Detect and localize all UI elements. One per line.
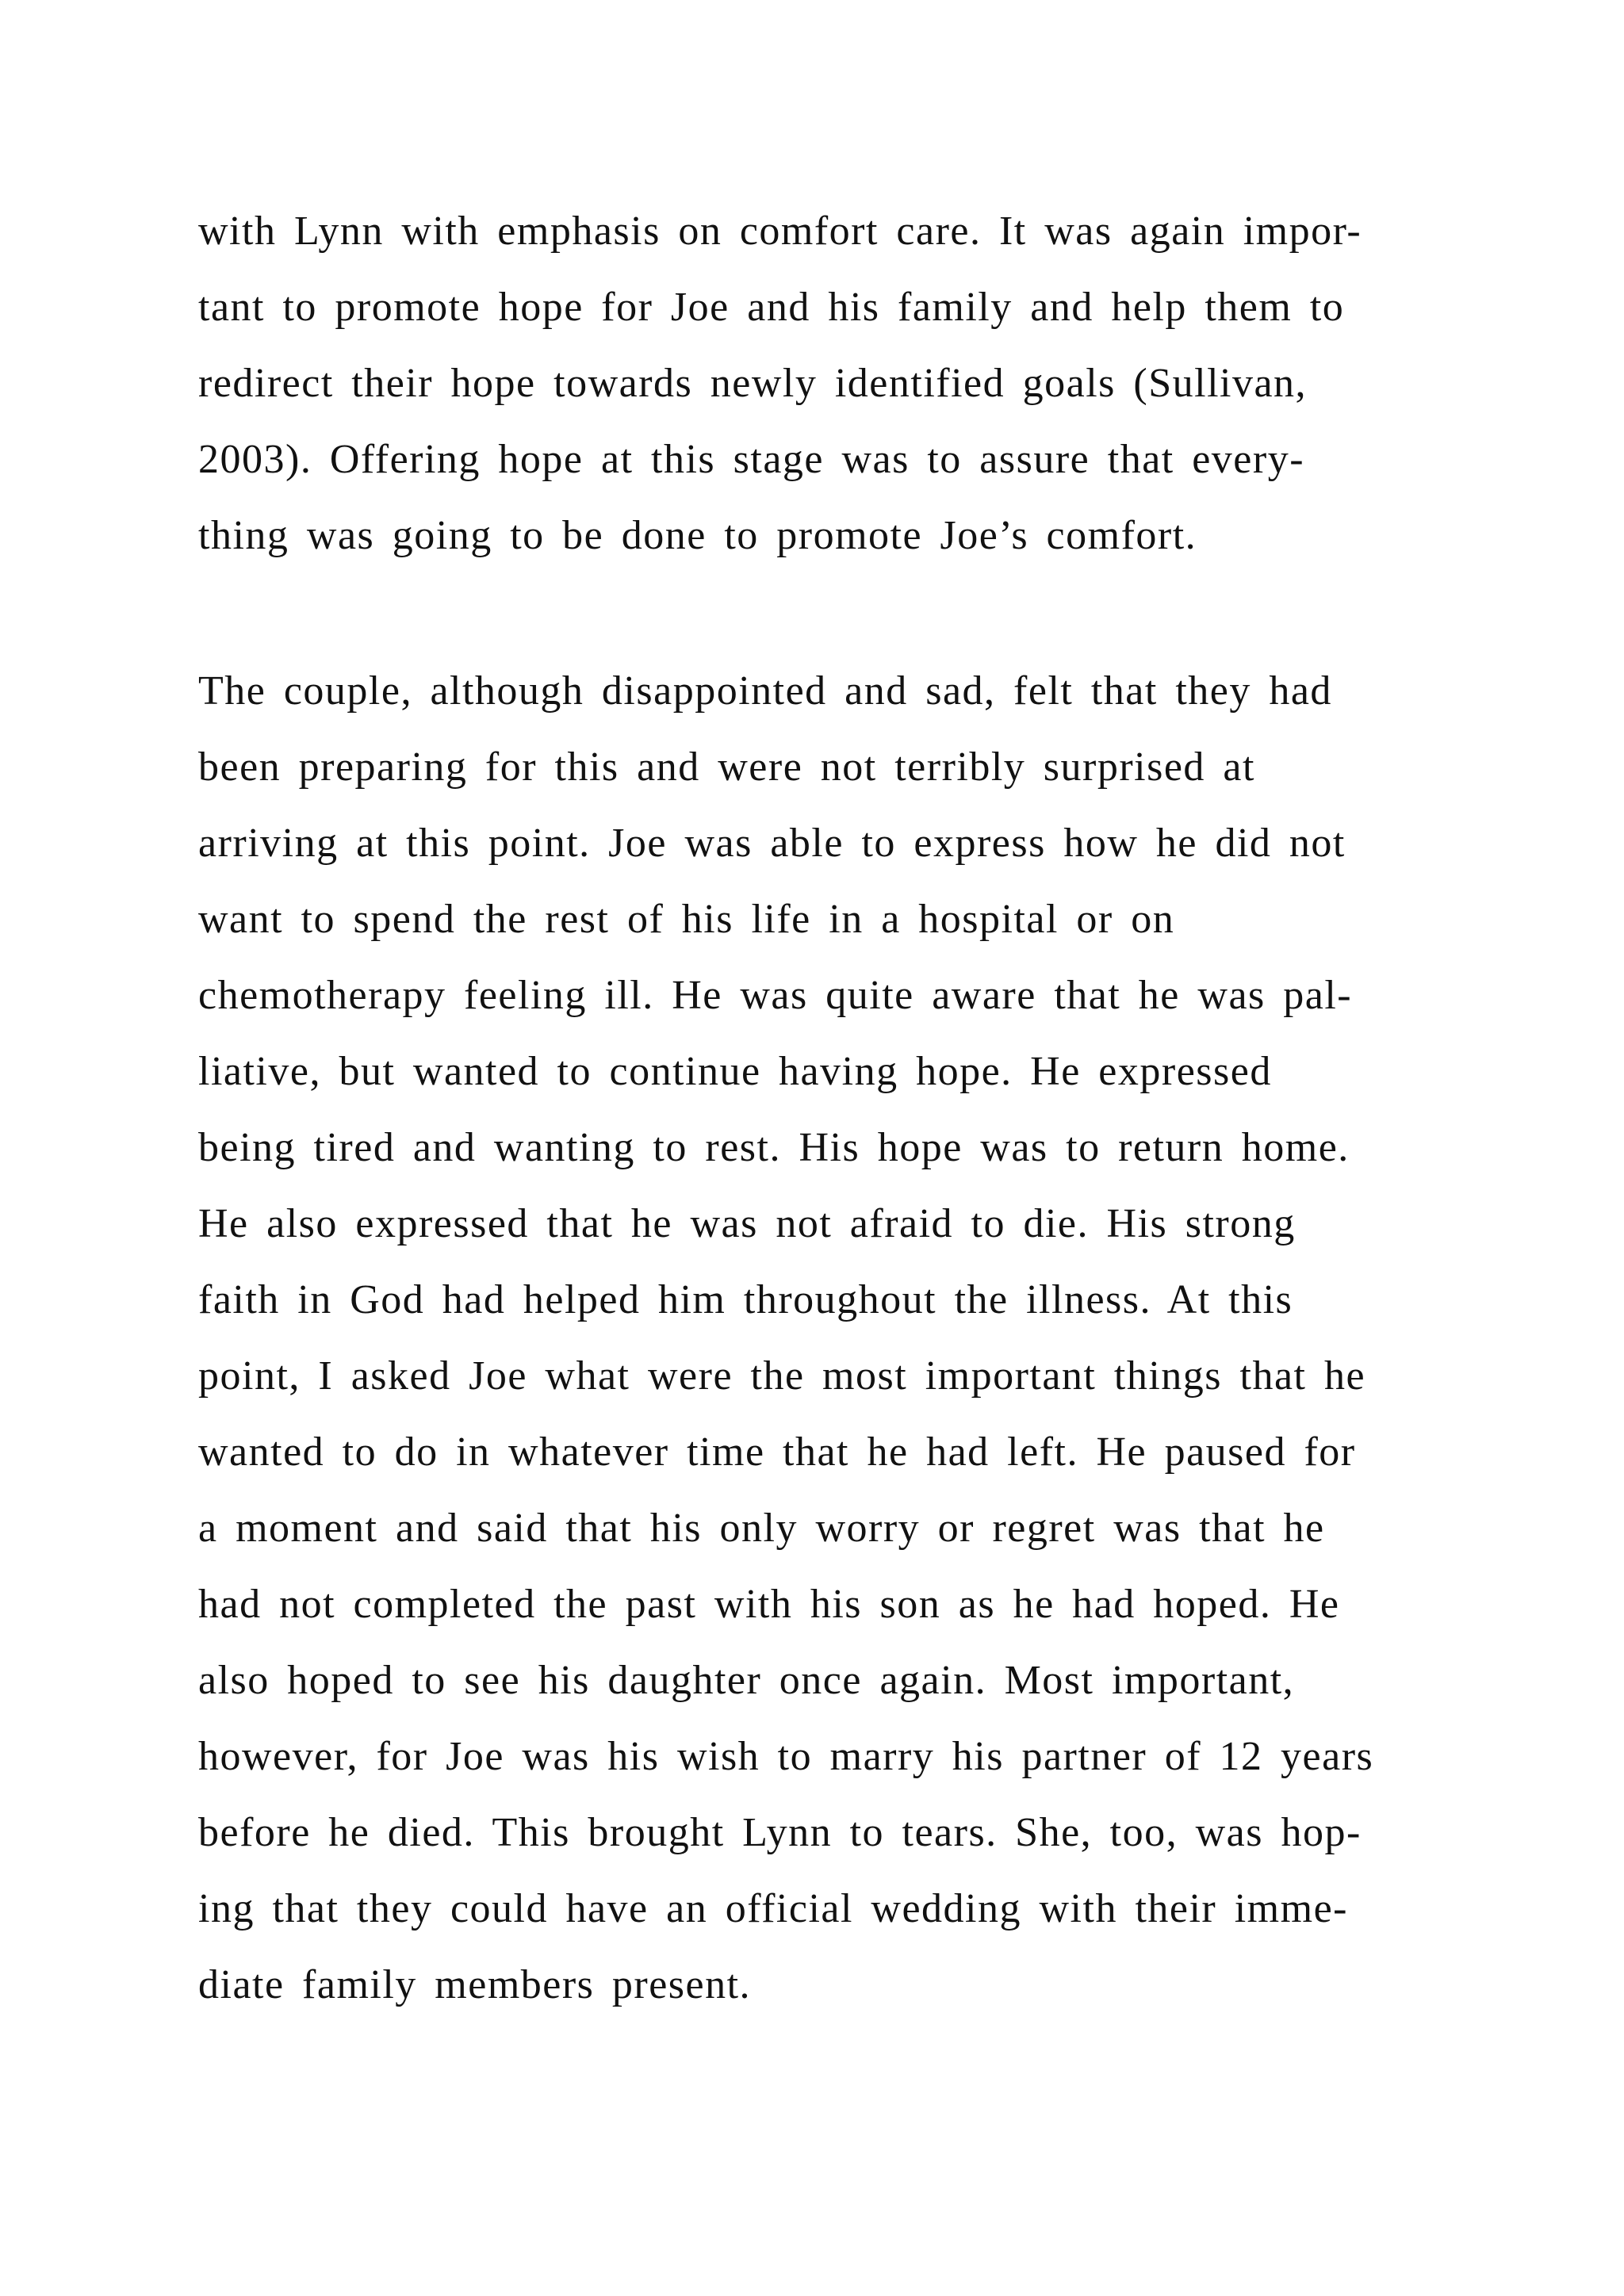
text-line: want to spend the rest of his life in a hospital or on [198, 897, 1175, 942]
text-line: arriving at this point. Joe was able to express how he did not [198, 821, 1346, 866]
text-line: however, for Joe was his wish to marry his partner of 12 years [198, 1734, 1374, 1779]
text-line: point, I asked Joe what were the most important things that he [198, 1353, 1366, 1399]
text-line: chemotherapy feeling ill. He was quite aware that he was pal- [198, 973, 1353, 1018]
text-line: diate family members present. [198, 1962, 752, 2007]
paragraph-2 [198, 653, 1435, 2023]
text-line: The couple, although disappointed and sad, felt that they had [198, 668, 1332, 714]
text-line: tant to promote hope for Joe and his family and help them to [198, 285, 1345, 330]
text-line: had not completed the past with his son as he had hoped. He [198, 1582, 1340, 1627]
text-line: before he died. This brought Lynn to tears. She, too, was hop- [198, 1810, 1362, 1855]
text-line: wanted to do in whatever time that he had left. He paused for [198, 1429, 1356, 1475]
text-line: thing was going to be done to promote Joe’s comfort. [198, 513, 1197, 558]
text-line: 2003). Offering hope at this stage was to assure that every- [198, 437, 1305, 482]
text-line: been preparing for this and were not terribly surprised at [198, 744, 1255, 790]
text-line: ing that they could have an official wedding with their imme- [198, 1886, 1348, 1931]
text-line: a moment and said that his only worry or regret was that he [198, 1506, 1325, 1551]
text-line: He also expressed that he was not afraid to die. His strong [198, 1201, 1296, 1246]
text-line: being tired and wanting to rest. His hope was to return home. [198, 1125, 1350, 1170]
text-line: liative, but wanted to continue having hope. He expressed [198, 1049, 1272, 1094]
text-line: faith in God had helped him throughout the illness. At this [198, 1277, 1293, 1322]
text-line: also hoped to see his daughter once again. Most important, [198, 1658, 1295, 1703]
text-line: redirect their hope towards newly identified goals (Sullivan, [198, 361, 1308, 406]
paragraph-1 [198, 193, 1435, 574]
text-line: with Lynn with emphasis on comfort care. It was again impor- [198, 209, 1362, 254]
